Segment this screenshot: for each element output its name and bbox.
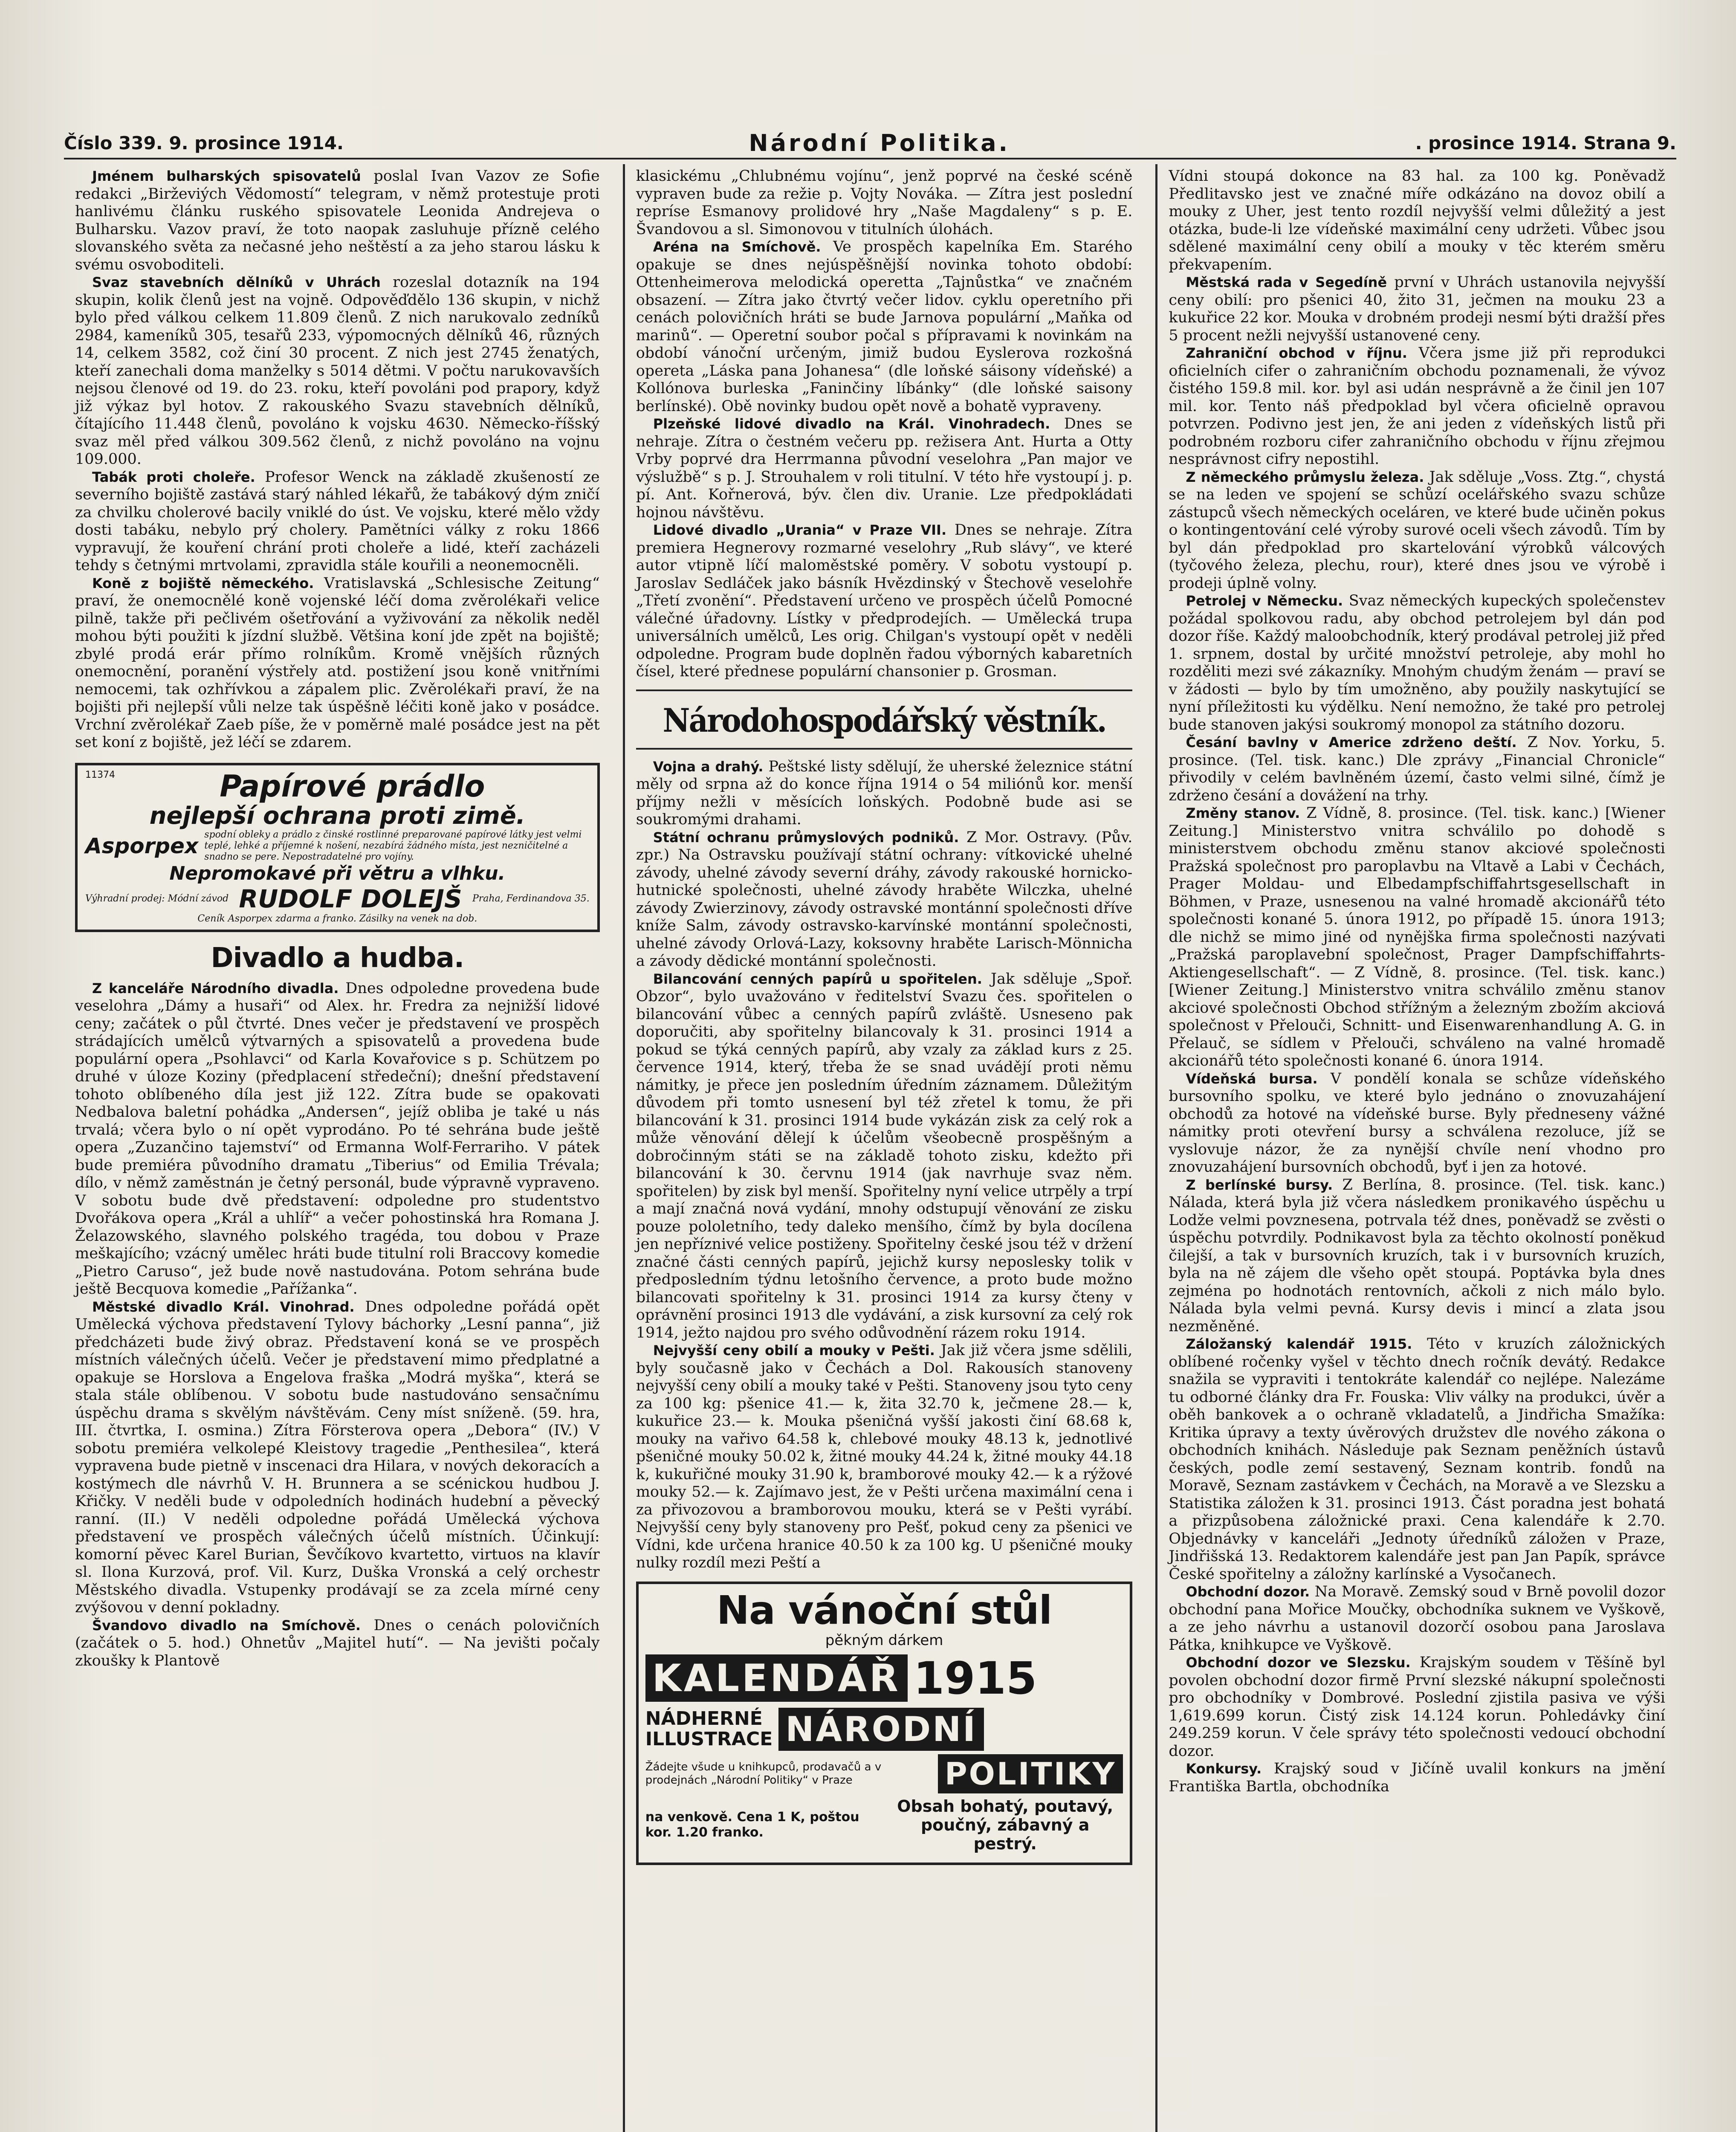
- ad-seller-label: Výhradní prodej: Módní závod: [85, 893, 229, 904]
- article-national-theatre: Z kanceláře Národního divadla. Dnes odpoledne provedena bude veselohra „Dámy a husaři“ od Alex. hr. Fredra za nejnižší lidové ceny; začátek o půl čtvrté. Dnes večer je představení ve prospěch strádajících umělců výtvarných a spisovatelů a provedena bude populární opera „Psohlavci“ od Karla Kovařovice s p. Schützem po druhé v úloze Koziny (předplacení středeční); dnešní představení tohoto oblíbeného díla jest již 122. Zítra bude se opakovati Nedbalova baletní pohádka „Andersen“, jejíž obliba je také u nás trvalá; včera bylo o ní opět vyprodáno. Po té sehrána bude ještě opera „Zuzančino tajemství“ od Ermanna Wolf-Ferrariho. V pátek bude premiéra původního dramatu „Tiberius“ od Emilia Trévala; dílo, v němž zaměstnán je četný personál, bude výpravně vypraveno. V sobotu bude dvě představení: odpoledne pro studentstvo Dvořákova opera „Král a uhlíř“ a večer pohostinská hra Romana J. Želazowského, slavného polského tragéda, tou dobou v Praze meškajícího; vzácný umělec hráti bude titulní roli Braccovy komedie „Pietro Caruso“, jež bude nově nastudována. Potom sehrána bude ještě Becquova komedie „Pařížanka“.: [75, 979, 600, 1298]
- ad-subtitle: nejlepší ochrana proti zimě.: [149, 802, 526, 830]
- section-title-theatre: Divadlo a hudba.: [211, 942, 464, 974]
- article-cotton: Česání bavlny v Americe zdrženo deští. Z Nov. Yorku, 5. prosince. (Tel. tisk. kanc.) Dle zprávy „Financial Chronicle“ přivodily v celém bavlněném území, často velmi silné, čímž je zdrženo česání a dovážení na trhy.: [1169, 734, 1665, 804]
- ad-description: spodní obleky a prádlo z činské rostlinné preparované papírové látky jest velmi teplé, lehké a příjemné k nošení, nezabírá žádného místa, jest nezničitelné a snadno se pere. Nepostradatelné pro vojíny.: [204, 829, 582, 862]
- ad-calendar-word: KALENDÁŘ: [645, 1654, 908, 1702]
- ad-calendar-price: na venkově. Cena 1 K, poštou kor. 1.20 franko.: [645, 1809, 859, 1840]
- columns: [64, 164, 1676, 2132]
- article-statute-changes: Změny stanov. Z Vídně, 8. prosince. (Tel. tisk. kanc.) [Wiener Zeitung.] Ministerstvo vnitra schválilo po dohodě s ministerstvem obchodu změnu stanov akciové společnosti Pražská společnost pro paroplavbu na Vltavě a Labi v Čechách, Prager Moldau- und Elbedampfschiffahrtsgesellschaft in Böhmen, v Praze, usnesenou na valné hromadě akcionářů této společnosti konané 5. února 1912, po případě 15. února 1913; dle nichž se mimo jiné od nynějška firma společnosti nazývati „Pražská paroplavební společnost, Prager Dampfschiffahrts-Aktiengesellschaft“. — Z Vídně, 8. prosince. (Tel. tisk. kanc.) [Wiener Zeitung.] Ministerstvo vnitra schválilo změnu stanov akciové společnosti Obchod střížným a železným zbožím akciová společnost v Přelouči, Schnitt- und Eisenwarenhandlung A. G. in Přelauč, se sídlem v Přelouči, schváleno na valné hromadě akcionářů této společnosti konané 6. února 1914.: [1169, 805, 1666, 1069]
- article-state-protection: Státní ochranu průmyslových podniků. Z Mor. Ostravy. (Pův. zpr.) Na Ostravsku používají státní ochrany: vítkovické uhelné závody, uhelné závody severní dráhy, závody rakouské hornicko-hutnické společnosti, uhelné závody hraběte Wilczka, uhelné závody Zwierzinovy, závody ostravské montánní společnosti dříve kníže Salm, závody ostravsko-karvínské montánní společnosti, uhelné závody Orlová-Lazy, koksovny hraběte Larisch-Mönnicha a závody dědické montánní společnosti.: [636, 828, 1133, 970]
- ad-calendar-narodni: NÁRODNÍ: [778, 1708, 984, 1751]
- article-urania-theatre: Lidové divadlo „Urania“ v Praze VII. Dnes se nehraje. Zítra premiera Hegnerovy rozmarné veselohry „Rub slávy“, ve které autor vtipně líčí maloměstské poměry. V sobotu vystoupí p. Jaroslav Sedláček jako básník Hvězdinský v Štechově veselohře „Třetí zvonění“. Představení určeno ve prospěch účelů Pomocné válečné úřadovny. Lístky v předprodejích. — Umělecká trupa universálních umělců, Les orig. Chilgan's vystoupí opět v neděli odpoledne. Program bude doplněn řadou výborných kabaretních čísel, které přednese populární chansonier p. Grosman.: [636, 521, 1133, 680]
- section-title-economy: Národohospodářský věstník.: [663, 701, 1106, 739]
- ad-calendar-politiky: POLITIKY: [938, 1754, 1123, 1793]
- newspaper-title: Národní Politika.: [749, 129, 1010, 156]
- article-continuation: klasickému „Chlubnému vojínu“, jenž poprvé na české scéně vypraven bude za režie p. Vojty Nováka. — Zítra jest poslední repríse Esmanovy prolidové hry „Naše Magdaleny“ s p. E. Švandovou a sl. Simonovou v titulních úlohách.: [636, 168, 1133, 238]
- article-szeged: Městská rada v Segedíně první v Uhrách ustanovila nejvyšší ceny obilí: pro pšenici 40, žito 31, ječmen na mouku 23 a kukuřice 22 kor. Mouka v drobném prodeji nesmí býti dražší přes 5 procent nežli nejvyšší ustanovené ceny.: [1169, 274, 1666, 344]
- article-svanda-theatre: Švandovo divadlo na Smíchově. Dnes o cenách polovičních (začátek o 5. hod.) Ohnetův „Majitel hutí“. — Na jevišti počaly zkoušky k Plantově: [75, 1616, 600, 1669]
- article-construction-workers: Svaz stavebních dělníků v Uhrách rozeslal dotazník na 194 skupin, kolik členů jest na vojně. Odpověďdělo 136 skupin, v nichž bylo před válkou celkem 11.809 členů. Z nich narukovalo zedníků 2984, kameníků 305, tesařů 233, výpomocných dělníků 46, různých 14, celkem 3582, což činí 30 procent. Z nich jest 2745 ženatých, kteří zanechali doma manželky s 5014 dětmi. V počtu narukovavších nejsou členové od 19. do 23. roku, kteří povoláni pod prapory, když již výkaz byl hotov. Z rakouského Svazu stavebních dělníků, čítajícího 11.448 členů, povoláno k vojsku 4630. Německo-říšský svaz měl před válkou 309.562 členů, z nichž povoláno na vojnu 109.000.: [75, 274, 600, 468]
- article-vienna-exchange: Vídeňská bursa. V pondělí konala se schůze vídeňského bursovního spolku, ve které bylo jednáno o znovuzahájení obchodů za hotové na vídeňské burse. Byly předneseny vážné námitky proti otevření bursy a schválena rezoluce, jíž se vyslovuje názor, že za nynější chvíle není vhodno pro znovuzahájení bursovních obchodů, byť i jen za hotové.: [1169, 1070, 1665, 1176]
- ad-brand: Asporpex: [85, 833, 199, 858]
- article-tobacco-cholera: Tabák proti choleře. Profesor Wenck na základě zkušeností ze severního bojiště zastává starý náhled lékařů, že tabákový dým zničí za chvilku cholerové bacily vniklé do úst. Ve vojsku, které mělo vždy dosti tabáku, nebylo prý cholery. Pamětníci války z roku 1866 vypravují, že kouření chrání proti choleře a lidé, kteří zacházeli tehdy s četnými mrtvolami, zpravidla stále kouřili a neonemocněli.: [75, 468, 600, 574]
- ad-number: 11374: [85, 769, 115, 780]
- column-3: [1155, 164, 1676, 2132]
- article-war-railways: Vojna a drahý. Peštské listy sdělují, že uherské železnice státní měly od srpna až do konce října 1914 o 54 miliónů kor. menší příjmy nežli v měsících loňských. Podobně bude asi se soukromými drahami.: [636, 758, 1133, 828]
- article-arena-smichov: Aréna na Smíchově. Ve prospěch kapelníka Em. Starého opakuje se dnes nejúspěšnější novinka tohoto období: Ottenheimerova melodická operetta „Tajnůstka“ ve značném obsazení. — Zítra jako čtvrtý večer lidov. cyklu operetního při cenách polovičních hráti se bude Jarnova populární „Maňka od marinů“. — Operetní soubor počal s přípravami k novinkám na období vánoční určeným, jimiž budou Eyslerova rozkošná opereta „Láska pana Johanesa“ (dle loňské sáisony vídeňské) a Kollónova burleska „Faninčiny líbánky“ (dle loňské saisony berlínské). Obě novinky budou opět nově a bohatě vypraveny.: [636, 238, 1133, 415]
- ad-title: Papírové prádlo: [220, 768, 485, 804]
- page-header: [64, 128, 1676, 159]
- article-german-iron: Z německého průmyslu železa. Jak sděluje „Voss. Ztg.“, chystá se na leden ve spojení se schůzí ocelářského svazu schůze zástupců všech německých oceláren, ve které bude učiněn pokus o kontingentování celé výroby surové oceli všech závodů. Tím by byl dán předpoklad pro skartelování výrobků válcových (tyčového železa, plechu, rour), které dnes jsou ve výrobě i prodeji úplně volny.: [1169, 468, 1666, 592]
- ad-seller-name: RUDOLF DOLEJŠ: [239, 884, 462, 913]
- ad-catalog: Ceník Asporpex zdarma a franko. Zásilky na venek na dob.: [197, 913, 477, 924]
- article-trade-supervision-moravia: Obchodní dozor. Na Moravě. Zemský soud v Brně povolil dozor obchodní pana Mořice Moučky, obchodníka suknem ve Vyškově, a ze jeho návrhu a ustanovil dozorčí osobou pana Jaroslava Pátka, knihkupce ve Vyškově.: [1169, 1583, 1666, 1654]
- article-bankruptcies: Konkursy. Krajský soud v Jičíně uvalil konkurs na jmění Františka Bartla, obchodníka: [1169, 1760, 1665, 1795]
- article-pilsen-theatre: Plzeňské lidové divadlo na Král. Vinohradech. Dnes se nehraje. Zítra o čestném večeru pp. režisera Ant. Hurta a Otty Vrby poprvé dra Herrmanna původní veselohra „Pan major ve výslužbě“ s p. J. Strouhalem v roli titulní. V této hře vystoupí j. p. pí. Ant. Kořnerová, býv. člen div. Uranie. Lze předpokládati hojnou návštěvu.: [636, 415, 1133, 521]
- article-foreign-trade: Zahraniční obchod v říjnu. Včera jsme již při reprodukci oficielních cifer o zahraničním obchodu poznamenali, že vývoz čistého 159.8 mil. kor. byl asi udán nesprávně a že činil jen 107 mil. kor. Tento náš předpoklad byl včera oficielně opravou potvrzen. Podivno jest jen, že ani jeden z vídeňských listů při podrobném rozboru cifer zahraničního obchodu v říjnu zřejmou nesprávnost cifry nepostihl.: [1169, 345, 1666, 468]
- ad-calendar-left1: NÁDHERNÉ: [645, 1708, 763, 1729]
- ad-calendar-year: 1915: [913, 1652, 1037, 1704]
- article-continuation-vienna: Vídni stoupá dokonce na 83 hal. za 100 kg. Poněvadž Předlitavsko jest ve značné míře odkázáno na dovoz obilí a mouky z Uher, jest tento rozdíl nejvyšší velmi důležitý a jest otázka, bude-li lze vídeňské maximální ceny udržeti. Vůbec jsou sdělené maximální ceny obilí a mouky v těc kterém směru překvapením.: [1169, 168, 1665, 273]
- article-berlin-exchange: Z berlínské bursy. Z Berlína, 8. prosince. (Tel. tisk. kanc.) Nálada, která byla již včera následkem pronikavého úspěchu u Lodže velmi povznesena, potrvala též dnes, poněvadž se zvěsti o úspěchu potvrdily. Podnikavost byla za těchto okolností poněkud čilejší, a tak v bursovních kruzích, tak i v bursovních kruzích, byla na ně zájem dle všeho opět stoupá. Poptávka byla dnes zejména po hodnotách rentovních, ačkoli z nich málo bylo. Nálada byla velmi pevná. Kursy devis i mincí a zlata jsou nezměněné.: [1169, 1176, 1665, 1335]
- column-2: [623, 164, 1144, 2132]
- ad-calendar-tagline: Obsah bohatý, poutavý, poučný, zábavný a pestrý.: [897, 1796, 1114, 1853]
- ad-calendar-left2: ILLUSTRACE: [645, 1728, 773, 1750]
- article-horses: Koně z bojiště německého. Vratislavská „Schlesische Zeitung“ praví, že onemocnělé koně vojenské léčí doma zvěrolékaři velice pilně, takže při pečlivém ošetřování a vyživování za několik neděl mohou býti použiti k jízdní službě. Většina koní jde zpět na bojiště; zbylé prodá erár přímo rolníkům. Kromě vnějších různých onemocnění, poranění výstřely atd. postižení jsou koně vnitřními nemocemi, tak ozhřívkou a zápalem plic. Zvěrolékaři praví, že na bojišti při nejlepší vůli nelze tak úspěšně léčiti koně jako v posádce. Vrchní zvěrolékař Zaeb píše, že v poměrně malé posádce jest na pět set koní z bojiště, jež léčí se zdarem.: [75, 574, 600, 751]
- header-page-number: . prosince 1914. Strana 9.: [1415, 132, 1676, 154]
- article-credit-calendar: Záložanský kalendář 1915. Této v kruzích záložnických oblíbené ročenky vyšel v těchto dnech ročník devátý. Redakce snažila se vypraviti i tentokráte kalendář co nejlépe. Nalezáme tu odborné články dra Fr. Fouska: Vliv války na produkci, úvěr a oběh bankovek a o ochraně vkladatelů, a Jindřicha Smažíka: Kritika úpravy a texty úvěrových družstev dle nového zákona o obchodních knihách. Následuje pak Seznam peněžních ústavů českých, podle zemí sestavený, Seznam kontrib. fondů na Moravě, Seznam zastávkem v Čechách, na Moravě a ve Slezsku a Statistika záložen k 31. prosinci 1913. Část poradna jest bohatá a přizpůsobena záložnické praxi. Cena kalendáře k 2.70. Objednávky v kanceláři „Jednoty úředníků záložen v Praze, Jindřišská 13. Redaktorem kalendáře jest pan Jan Papík, správce České spořitelny a záložny karlínské a Vysočanech.: [1169, 1335, 1665, 1583]
- column-1: [64, 164, 611, 2132]
- advertisement-paper-underwear: [75, 763, 600, 932]
- article-trade-supervision-silesia: Obchodní dozor ve Slezsku. Krajským soudem v Těšíně byl povolen obchodní dozor firmě První slezské nákupní společnosti pro obchodníky v Dombrové. Poslední zjistila pasiva ve výši 1,619.699 korun. Čistý zisk 14.124 korun. Pohledávky činí 249.259 korun. V čele správy této společnosti vedoucí obchodní dozor.: [1169, 1654, 1665, 1760]
- ad-slogan: Nepromokavé při větru a vlhku.: [169, 862, 506, 884]
- header-issue-date: Číslo 339. 9. prosince 1914.: [64, 132, 344, 154]
- ad-calendar-subtitle: pěkným dárkem: [825, 1631, 943, 1649]
- article-vinohrady-theatre: Městské divadlo Král. Vinohrad. Dnes odpoledne pořádá opět Umělecká výchova představení Tylovy báchorky „Lesní panna“, již předcházeti bude živý obraz. Představení koná se ve prospěch místních válečných účelů. Večer je představení mimo předplatné a opakuje se Horslova a Engelova fraška „Modrá myška“, která se stala stále oblíbenou. V sobotu bude nastudováno sensačnímu úspěchu drama s skvělým návštěvám. Ceny míst sníženě. (59. hra, III. čtvrtka, I. osmina.) Zítra Försterova opera „Debora“ (IV.) V sobotu premiéra velkolepé Kleistovy tragedie „Penthesilea“, která vypravena bude pietně v inscenaci dra Hilara, v nových dekoracích a kostýmech dle návrhů V. H. Brunnera a se scénickou hudbou J. Křičky. V neděli bude v odpoledních hodinách hudební a pěvecký ranní. (II.) V neděli odpoledne pořádá Umělecká výchova představení ve prospěch válečných účelů místních. Účinkují: komorní pěvec Karel Burian, Ševčíkovo kvartetto, virtuos na klavír sl. Ilona Kurzová, prof. Vil. Kurz, Duška Vronská a celý orchestr Městského divadla. Vstupenky prodávají se za zcela mírné ceny zvýšovou v denní pokladny.: [75, 1298, 600, 1616]
- ad-calendar-order: Žádejte všude u knihkupců, prodavačů a v prodejnách „Národní Politiky“ v Praze: [645, 1760, 882, 1787]
- ad-seller-address: Praha, Ferdinandova 35.: [472, 893, 590, 904]
- article-petroleum: Petrolej v Německu. Svaz německých kupeckých společenstev požádal spolkovou radu, aby obchod petrolejem byl dán pod dozor říše. Každý maloobchodník, který prodával petrolej již před 1. srpnem, dostal by určité množství petroleje, aby mohl ho rozděliti mezi své zákazníky. Mnohým chudým ženám — praví se v žádosti — bylo by tím umožněno, aby použily naskytující se nyní příležitosti ku výdělku. Není nemožno, že také pro petrolej bude stanoven jakýsi soukromý monopol za státního dozoru.: [1169, 592, 1666, 733]
- article-savings-banks: Bilancování cenných papírů u spořitelen. Jak sděluje „Spoř. Obzor“, bylo uvažováno v ředitelství Svazu čes. spořitelen o bilancování vůbec a cenných papírů zvláště. Usneseno pak doporučiti, aby spořitelny bilancovaly k 31. prosinci 1914 a pokud se týká cenných papírů, aby vzaly za základ kurs z 25. července 1914, který, třeba že se snad uvádějí proti němu námitky, je přece jen posledním úředním záznamem. Důležitým důvodem při tomto usnesení byl též zřetel k tomu, že při bilancování k 31. prosinci 1914 bude vykázán zisk za celý rok a může věnování dělejí k účelům všeobecně prospěšným a dobročinným státi se na základě tohoto zisku, kdežto při bilancování k 30. červnu 1914 (jak navrhuje svaz něm. spořitelen) by zisk byl menší. Spořitelny nyní velice utrpěly a trpí a mají značná nová vydání, mnohy odstupují věnování ze zisku pouze pololetního, tedy daleko menšího, čímž by byla docílena jen nepříznivé velice postiženy. Spořitelny české jsou též v držení značné části cenných papírů, jejichž kursy neposlesky tolik v předposledním týdnu letošního července, a proto bude možno bilancovati spořitelny k 31. prosinci 1914 za kursy čteny v oprávnění prosinci 1913 dle vydávání, a zisk kursovní za celý rok 1914, ježto najdou pro svého odůvodnění rázem roku 1914.: [636, 970, 1133, 1341]
- ad-calendar-title: Na vánoční stůl: [716, 1587, 1052, 1633]
- advertisement-calendar: [636, 1582, 1133, 1865]
- article-bulgarian-writers: Jménem bulharských spisovatelů poslal Ivan Vazov ze Sofie redakci „Birževiých Vědomostí“ telegram, v němž protestuje proti hanlivému článku ruského spisovatele Leonida Andrejeva o Bulharsku. Vazov praví, že toto naopak zasluhuje přízně celého slovanského světa za nečasné jeho neštěstí a za jeho starou lásku k svému osvoboditeli.: [75, 168, 600, 273]
- article-grain-prices: Nejvyšší ceny obilí a mouky v Pešti. Jak již včera jsme sdělili, byly současně jako v Čechách a Dol. Rakousích stanoveny nejvyšší ceny obilí a mouky také v Pešti. Stanoveny jsou tyto ceny za 100 kg: pšenice 41.— k, žita 32.70 k, ječmene 28.— k, kukuřice 23.— k. Mouka pšeničná vyšší jakosti činí 68.68 k, mouky na vařivo 64.58 k, chlebové mouky 48.13 k, jednotlivé pšeničné mouky 50.02 k, žitné mouky 44.24 k, žitné mouky 44.18 k, kukuřičné mouky 31.90 k, bramborové mouky 42.— k a rýžové mouky 52.— k. Zajímavo jest, že v Pešti určena maximální cena i za přivozovou a bramborovou mouku, která se v Pešti vyrábí. Nejvyšší ceny byly stanoveny pro Pešť, pokud ceny za pšenici ve Vídni, kde určena hranice 40.50 k za 100 kg. U pšeničné mouky nulky rozdíl mezi Peští a: [636, 1342, 1133, 1571]
